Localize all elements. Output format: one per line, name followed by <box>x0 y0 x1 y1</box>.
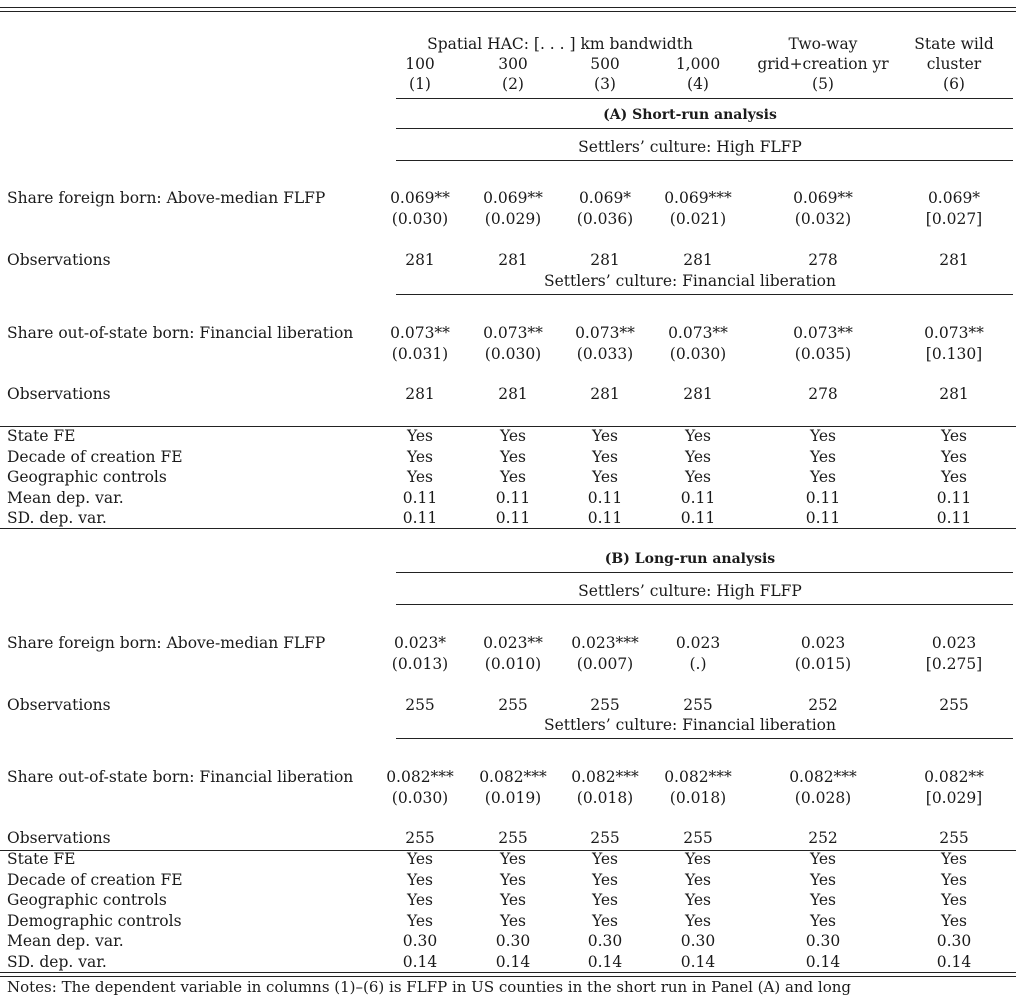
control-value: Yes <box>684 850 712 868</box>
control-value: 0.11 <box>495 509 531 527</box>
row-label: Share out-of-state born: Financial liberation <box>7 324 354 342</box>
control-value: 0.14 <box>680 952 716 971</box>
bottom-rule <box>0 972 1016 973</box>
control-value: Yes <box>940 468 968 486</box>
column-header: 500 <box>590 55 620 73</box>
coefficient: 0.023** <box>483 634 543 652</box>
standard-error: (0.029) <box>484 210 542 228</box>
control-value: 0.30 <box>587 932 623 950</box>
row-label: Share foreign born: Above-median FLFP <box>7 189 326 207</box>
coefficient: 0.069** <box>793 189 853 207</box>
control-value: Yes <box>499 911 527 930</box>
column-group-label: Spatial HAC: [. . . ] km bandwidth <box>427 35 693 53</box>
subpanel-rule <box>396 738 1013 739</box>
column-header: grid+creation yr <box>757 55 889 73</box>
observations: 281 <box>405 251 435 269</box>
column-number: (2) <box>502 75 524 93</box>
coefficient: 0.082*** <box>386 768 454 786</box>
control-label: Geographic controls <box>7 891 167 909</box>
observations: 255 <box>683 696 713 714</box>
control-value: Yes <box>406 870 434 889</box>
header-rule <box>396 98 1013 99</box>
control-label: Mean dep. var. <box>7 488 124 507</box>
coefficient: 0.023* <box>393 634 447 652</box>
table-notes: Notes: The dependent variable in columns (1)–(6) is FLFP in US counties in the short run in Panel (A) and long <box>7 978 852 996</box>
observations: 281 <box>590 385 620 403</box>
control-value: Yes <box>499 468 527 486</box>
control-value: Yes <box>684 427 712 445</box>
row-label: Observations <box>7 385 111 403</box>
standard-error: (0.018) <box>669 789 727 807</box>
standard-error: (0.019) <box>484 789 542 807</box>
control-value: 0.14 <box>495 952 531 971</box>
control-value: Yes <box>499 891 527 909</box>
standard-error: (0.015) <box>794 655 852 673</box>
coefficient: 0.073** <box>793 324 853 342</box>
standard-error: (0.021) <box>669 210 727 228</box>
coefficient: 0.073** <box>390 324 450 342</box>
control-value: 0.14 <box>936 952 972 971</box>
standard-error: (0.036) <box>576 210 634 228</box>
standard-error: (0.010) <box>484 655 542 673</box>
coefficient: 0.073** <box>575 324 635 342</box>
control-value: Yes <box>406 447 434 466</box>
row-label: Observations <box>7 829 111 847</box>
observations: 255 <box>405 696 435 714</box>
control-value: 0.30 <box>680 932 716 950</box>
control-value: 0.30 <box>495 932 531 950</box>
control-value: Yes <box>499 427 527 445</box>
top-rule <box>0 11 1016 12</box>
control-value: Yes <box>591 870 619 889</box>
column-header: 1,000 <box>675 55 721 73</box>
coefficient: 0.069*** <box>664 189 732 207</box>
control-value: Yes <box>406 911 434 930</box>
coefficient: 0.073** <box>668 324 728 342</box>
subpanel-title: Settlers’ culture: High FLFP <box>578 582 802 600</box>
control-value: 0.11 <box>587 509 623 527</box>
observations: 281 <box>590 251 620 269</box>
coefficient: 0.023 <box>931 634 977 652</box>
observations: 255 <box>939 696 969 714</box>
column-number: (4) <box>687 75 709 93</box>
control-label: Demographic controls <box>7 911 182 930</box>
standard-error: (0.030) <box>391 210 449 228</box>
subpanel-title: Settlers’ culture: High FLFP <box>578 138 802 156</box>
coefficient: 0.082** <box>924 768 984 786</box>
observations: 278 <box>808 385 838 403</box>
control-value: Yes <box>940 447 968 466</box>
control-value: 0.30 <box>402 932 438 950</box>
observations: 255 <box>498 696 528 714</box>
column-number: (5) <box>812 75 834 93</box>
control-value: 0.11 <box>936 488 972 507</box>
observations: 255 <box>590 696 620 714</box>
coefficient: 0.023*** <box>571 634 639 652</box>
control-label: SD. dep. var. <box>7 509 107 527</box>
control-value: 0.11 <box>402 488 438 507</box>
control-value: Yes <box>684 468 712 486</box>
observations: 281 <box>683 385 713 403</box>
column-number: (3) <box>594 75 616 93</box>
control-label: Geographic controls <box>7 468 167 486</box>
control-value: Yes <box>591 891 619 909</box>
observations: 281 <box>498 251 528 269</box>
control-value: 0.14 <box>402 952 438 971</box>
control-value: Yes <box>809 447 837 466</box>
standard-error: [0.130] <box>925 345 983 363</box>
observations: 278 <box>808 251 838 269</box>
standard-error: (0.028) <box>794 789 852 807</box>
control-value: Yes <box>591 911 619 930</box>
subpanel-rule <box>396 294 1013 295</box>
standard-error: (0.018) <box>576 789 634 807</box>
control-label: State FE <box>7 850 76 868</box>
control-value: Yes <box>591 447 619 466</box>
observations: 255 <box>498 829 528 847</box>
coefficient: 0.082*** <box>664 768 732 786</box>
coefficient: 0.082*** <box>571 768 639 786</box>
row-label: Share out-of-state born: Financial liberation <box>7 768 354 786</box>
control-value: 0.14 <box>805 952 841 971</box>
coefficient: 0.023 <box>800 634 846 652</box>
control-value: Yes <box>499 850 527 868</box>
observations: 281 <box>939 385 969 403</box>
control-value: Yes <box>809 870 837 889</box>
control-value: Yes <box>591 468 619 486</box>
control-value: Yes <box>809 468 837 486</box>
column-header: cluster <box>926 55 982 73</box>
control-value: 0.11 <box>495 488 531 507</box>
control-label: State FE <box>7 427 76 445</box>
column-number: (1) <box>409 75 431 93</box>
control-value: Yes <box>499 870 527 889</box>
coefficient: 0.082*** <box>789 768 857 786</box>
subpanel-rule <box>396 160 1013 161</box>
coefficient: 0.069** <box>483 189 543 207</box>
control-value: Yes <box>684 447 712 466</box>
top-rule <box>0 7 1016 8</box>
column-header: State wild <box>914 35 994 53</box>
standard-error: (0.030) <box>669 345 727 363</box>
row-label: Share foreign born: Above-median FLFP <box>7 634 326 652</box>
standard-error: (0.031) <box>391 345 449 363</box>
control-value: Yes <box>684 891 712 909</box>
observations: 281 <box>498 385 528 403</box>
standard-error: [0.027] <box>925 210 983 228</box>
control-value: 0.11 <box>805 509 841 527</box>
observations: 252 <box>808 696 838 714</box>
control-value: 0.11 <box>805 488 841 507</box>
subpanel-title: Settlers’ culture: Financial liberation <box>543 272 837 290</box>
row-label: Observations <box>7 696 111 714</box>
column-number: (6) <box>943 75 965 93</box>
control-value: Yes <box>809 911 837 930</box>
observations: 281 <box>683 251 713 269</box>
coefficient: 0.082*** <box>479 768 547 786</box>
panel-title: (A) Short-run analysis <box>603 107 777 123</box>
column-header: 300 <box>498 55 528 73</box>
column-header: Two-way <box>788 35 858 53</box>
control-value: 0.11 <box>587 488 623 507</box>
control-value: 0.11 <box>680 509 716 527</box>
control-value: Yes <box>809 850 837 868</box>
coefficient: 0.069** <box>390 189 450 207</box>
control-value: Yes <box>499 447 527 466</box>
coefficient: 0.073** <box>483 324 543 342</box>
observations: 252 <box>808 829 838 847</box>
observations: 255 <box>405 829 435 847</box>
observations: 281 <box>939 251 969 269</box>
coefficient: 0.023 <box>675 634 721 652</box>
control-value: Yes <box>940 891 968 909</box>
control-value: 0.14 <box>587 952 623 971</box>
control-label: Decade of creation FE <box>7 447 183 466</box>
standard-error: (0.013) <box>391 655 449 673</box>
control-value: Yes <box>406 468 434 486</box>
observations: 255 <box>683 829 713 847</box>
standard-error: [0.275] <box>925 655 983 673</box>
control-value: Yes <box>591 427 619 445</box>
control-value: Yes <box>940 427 968 445</box>
standard-error: (0.030) <box>484 345 542 363</box>
coefficient: 0.069* <box>578 189 632 207</box>
coefficient: 0.073** <box>924 324 984 342</box>
control-value: 0.30 <box>936 932 972 950</box>
panel-title: (B) Long-run analysis <box>604 551 776 567</box>
control-label: Decade of creation FE <box>7 870 183 889</box>
control-value: 0.11 <box>402 509 438 527</box>
standard-error: (0.007) <box>576 655 634 673</box>
subpanel-rule <box>396 604 1013 605</box>
control-value: Yes <box>406 891 434 909</box>
standard-error: (0.030) <box>391 789 449 807</box>
control-value: Yes <box>940 911 968 930</box>
panel-rule <box>396 128 1013 129</box>
standard-error: (0.032) <box>794 210 852 228</box>
control-value: Yes <box>940 850 968 868</box>
standard-error: (0.035) <box>794 345 852 363</box>
control-value: Yes <box>684 911 712 930</box>
control-value: 0.30 <box>805 932 841 950</box>
control-label: Mean dep. var. <box>7 932 124 950</box>
control-value: Yes <box>809 427 837 445</box>
standard-error: [0.029] <box>925 789 983 807</box>
control-value: 0.11 <box>680 488 716 507</box>
control-value: Yes <box>591 850 619 868</box>
standard-error: (.) <box>689 655 707 673</box>
control-value: 0.11 <box>936 509 972 527</box>
control-label: SD. dep. var. <box>7 952 107 971</box>
standard-error: (0.033) <box>576 345 634 363</box>
row-label: Observations <box>7 251 111 269</box>
subpanel-title: Settlers’ culture: Financial liberation <box>543 716 837 734</box>
observations: 255 <box>590 829 620 847</box>
observations: 281 <box>405 385 435 403</box>
control-value: Yes <box>406 427 434 445</box>
coefficient: 0.069* <box>927 189 981 207</box>
observations: 255 <box>939 829 969 847</box>
control-value: Yes <box>940 870 968 889</box>
panel-end-rule <box>0 528 1016 529</box>
panel-rule <box>396 572 1013 573</box>
control-value: Yes <box>684 870 712 889</box>
control-value: Yes <box>406 850 434 868</box>
column-header: 100 <box>405 55 435 73</box>
control-value: Yes <box>809 891 837 909</box>
